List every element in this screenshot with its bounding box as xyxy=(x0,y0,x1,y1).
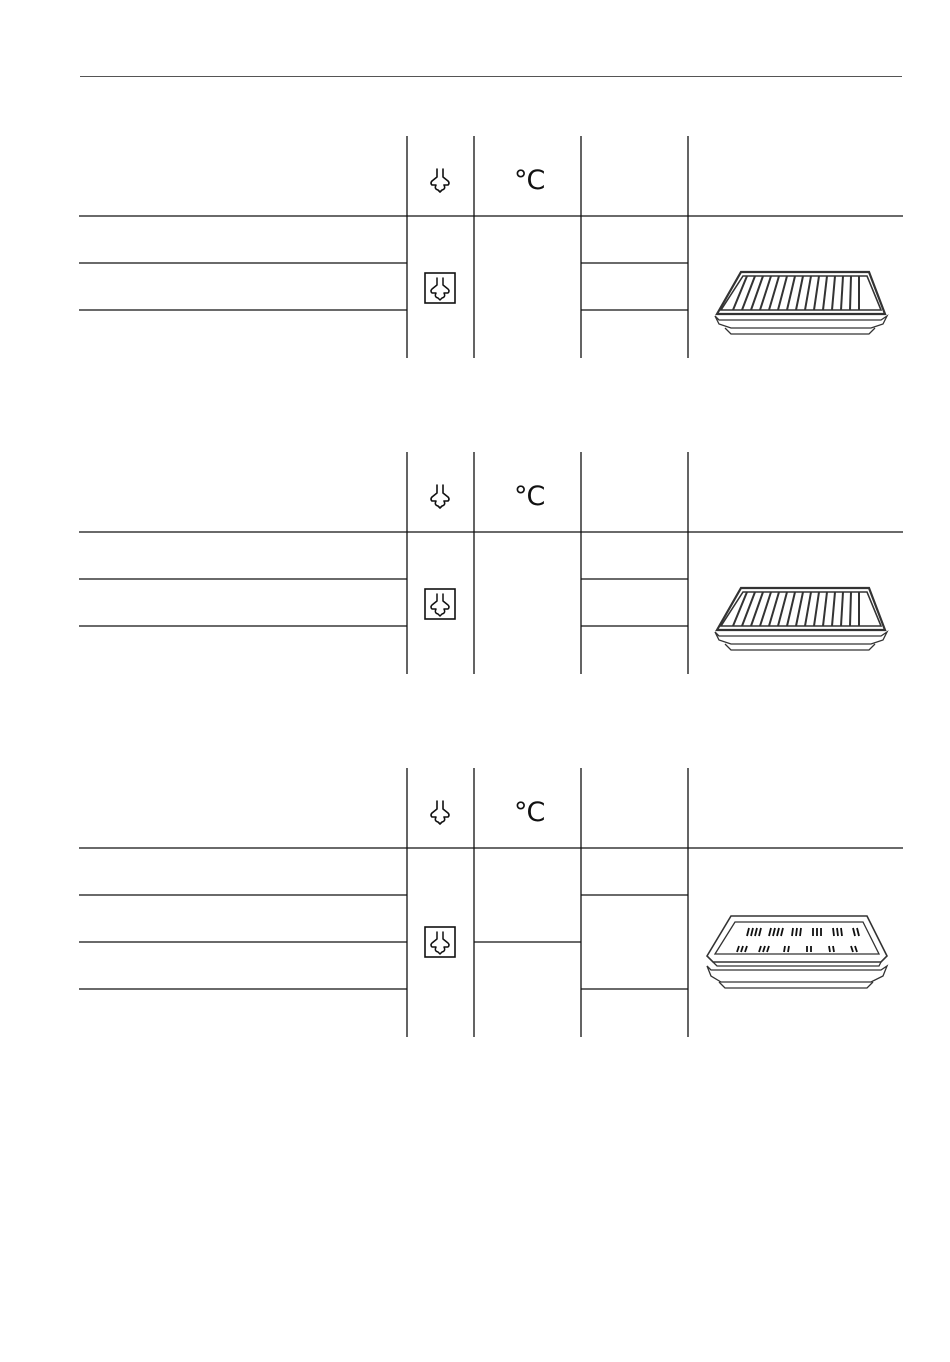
cooking-table-3 xyxy=(79,768,903,1037)
fan-heater-icon xyxy=(429,799,451,825)
fan-heater-icon xyxy=(429,167,451,193)
fan-heater-boxed-icon xyxy=(424,926,456,958)
temperature-header: °C xyxy=(514,165,545,196)
cooking-table-1 xyxy=(79,136,903,358)
wire-shelf-illustration xyxy=(711,264,891,340)
header-rule xyxy=(80,76,902,77)
cooking-table-2 xyxy=(79,452,903,674)
temperature-header: °C xyxy=(514,481,545,512)
temperature-header: °C xyxy=(514,797,545,828)
fan-heater-boxed-icon xyxy=(424,272,456,304)
baking-tray-illustration xyxy=(703,910,893,990)
fan-heater-boxed-icon xyxy=(424,588,456,620)
table-grid xyxy=(79,768,903,1037)
wire-shelf-illustration xyxy=(711,580,891,656)
fan-heater-icon xyxy=(429,483,451,509)
